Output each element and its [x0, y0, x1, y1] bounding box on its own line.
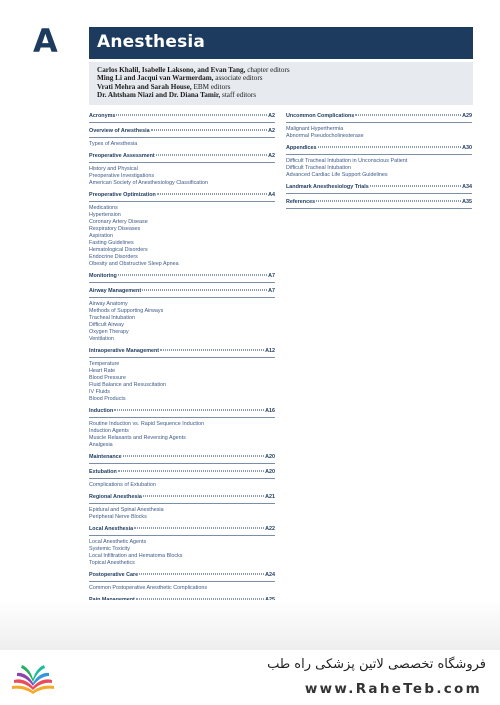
toc-section-title: Postoperative Care	[89, 572, 139, 578]
toc-section-row[interactable]	[89, 494, 275, 501]
toc-subitem: Peripheral Nerve Blocks	[89, 514, 147, 520]
toc-divider	[286, 122, 472, 123]
toc-right-column	[286, 113, 472, 214]
toc-section-row[interactable]	[286, 184, 472, 191]
editor-line	[97, 83, 465, 91]
toc-subitem: Local Infiltration and Hematoma Blocks	[89, 553, 183, 559]
toc-divider	[89, 535, 275, 536]
toc-divider	[89, 297, 275, 298]
toc-subitem: Heart Rate	[89, 368, 116, 374]
toc-subitem: IV Fluids	[89, 389, 110, 395]
chapter-title-bar	[89, 27, 473, 59]
toc-divider	[89, 503, 275, 504]
toc-subitem: Respiratory Diseases	[89, 226, 141, 232]
toc-subitem: Endocrine Disorders	[89, 254, 138, 260]
toc-section	[89, 526, 275, 567]
toc-subitem: Ventilation	[89, 336, 114, 342]
toc-section	[286, 145, 472, 179]
toc-section	[286, 113, 472, 140]
toc-section-row[interactable]	[89, 408, 275, 415]
page-bottom-shadow	[0, 600, 500, 650]
editor-names: Ming Li and Jacqui van Warmerdam,	[97, 74, 214, 83]
toc-section-title: Airway Management	[89, 288, 142, 294]
toc-subitem: Obesity and Obstructive Sleep Apnea	[89, 261, 179, 267]
toc-subitem: Routine Induction vs. Rapid Sequence Induction	[89, 421, 205, 427]
editor-line	[97, 74, 465, 82]
toc-leader-dots	[134, 528, 264, 529]
toc-section-row[interactable]	[89, 348, 275, 355]
toc-left-column	[89, 113, 275, 666]
toc-subitem: Blood Pressure	[89, 375, 126, 381]
toc-section-title: Uncommon Complications	[286, 113, 355, 119]
toc-section-row[interactable]	[89, 526, 275, 533]
toc-subitem: Coronary Artery Disease	[89, 219, 148, 225]
toc-divider	[89, 357, 275, 358]
editor-names: Dr. Ahtsham Niazi and Dr. Diana Tamir,	[97, 91, 221, 100]
toc-section-title: Landmark Anesthesiology Trials	[286, 184, 369, 190]
toc-divider	[89, 137, 275, 138]
toc-subitem: Temperature	[89, 361, 120, 367]
toc-subitem: Analgesia	[89, 442, 113, 448]
toc-subitem: Topical Anesthetics	[89, 560, 135, 566]
toc-section-row[interactable]	[89, 572, 275, 579]
toc-subitem: Tracheal Intubation	[89, 315, 135, 321]
toc-section-row[interactable]	[286, 145, 472, 152]
toc-page-number: A29	[462, 113, 472, 119]
toc-section-title: Preoperative Assessment	[89, 153, 155, 159]
toc-divider	[89, 463, 275, 464]
toc-section-row[interactable]	[89, 469, 275, 476]
toc-leader-dots	[139, 574, 264, 575]
chapter-letter: A	[33, 22, 58, 60]
toc-subitem: Muscle Relaxants and Reversing Agents	[89, 435, 186, 441]
toc-leader-dots	[116, 115, 267, 116]
toc-page-number: A7	[268, 288, 275, 294]
toc-section	[89, 469, 275, 489]
toc-section-row[interactable]	[89, 153, 275, 160]
editor-line	[97, 91, 465, 99]
toc-page-number: A24	[265, 572, 275, 578]
editor-line	[97, 66, 465, 74]
toc-subitem: Malignant Hyperthermia	[286, 126, 344, 132]
toc-subitem: Advanced Cardiac Life Support Guidelines	[286, 172, 388, 178]
toc-divider	[89, 581, 275, 582]
toc-subitem: History and Physical	[89, 166, 138, 172]
toc-section-title: Monitoring	[89, 273, 117, 279]
toc-leader-dots	[123, 456, 264, 457]
toc-subitem: Systemic Toxicity	[89, 546, 130, 552]
toc-divider	[89, 417, 275, 418]
toc-section-title: Induction	[89, 408, 114, 414]
toc-section-row[interactable]	[286, 199, 472, 206]
toc-section-row[interactable]	[89, 113, 275, 120]
toc-subitem: Methods of Supporting Airways	[89, 308, 164, 314]
toc-page-number: A4	[268, 192, 275, 198]
toc-section	[89, 454, 275, 464]
toc-subitem: Fasting Guidelines	[89, 240, 134, 246]
editor-names: Vrati Mehra and Sarah House,	[97, 82, 192, 91]
toc-subitem: Aspiration	[89, 233, 113, 239]
toc-section	[89, 192, 275, 268]
toc-subitem: Medications	[89, 205, 118, 211]
toc-section-row[interactable]	[89, 128, 275, 135]
toc-page-number: A20	[265, 454, 275, 460]
toc-subitem: Hematological Disorders	[89, 247, 148, 253]
toc-divider	[89, 162, 275, 163]
toc-section-row[interactable]	[89, 192, 275, 199]
toc-section	[89, 408, 275, 449]
editors-box	[89, 62, 473, 105]
toc-page-number: A30	[462, 145, 472, 151]
store-url[interactable]: www.RaheTeb.com	[304, 681, 482, 697]
toc-section	[286, 199, 472, 209]
toc-leader-dots	[114, 410, 264, 411]
toc-section-title: Local Anesthesia	[89, 526, 134, 532]
toc-leader-dots	[318, 147, 462, 148]
toc-page-number: A34	[462, 184, 472, 190]
toc-page-number: A7	[268, 273, 275, 279]
toc-section-title: Overview of Anesthesia	[89, 128, 150, 134]
toc-leader-dots	[151, 130, 267, 131]
toc-page-number: A22	[265, 526, 275, 532]
store-name: فروشگاه تخصصی لاتین پزشکی راه طب	[267, 657, 486, 672]
toc-leader-dots	[143, 496, 264, 497]
toc-divider	[286, 208, 472, 209]
toc-leader-dots	[157, 194, 267, 195]
toc-page-number: A20	[265, 469, 275, 475]
toc-section-title: Intraoperative Management	[89, 348, 160, 354]
toc-subitem: Preoperative Investigations	[89, 173, 155, 179]
editor-role: EBM editors	[191, 82, 231, 91]
toc-subitem: Types of Anesthesia	[89, 141, 138, 147]
toc-page-number: A2	[268, 153, 275, 159]
toc-section	[89, 273, 275, 283]
toc-section	[89, 494, 275, 521]
toc-section-title: Appendices	[286, 145, 317, 151]
toc-section	[89, 288, 275, 343]
toc-leader-dots	[156, 155, 267, 156]
toc-page-number: A16	[265, 408, 275, 414]
toc-leader-dots	[118, 471, 264, 472]
toc-divider	[89, 478, 275, 479]
toc-section-row[interactable]	[89, 288, 275, 295]
editor-role: staff editors	[220, 91, 257, 100]
toc-section-title: Preoperative Optimization	[89, 192, 156, 198]
toc-page-number: A21	[265, 494, 275, 500]
toc-subitem: Epidural and Spinal Anesthesia	[89, 507, 164, 513]
toc-section-row[interactable]	[89, 273, 275, 280]
toc-subitem: American Society of Anesthesiology Classification	[89, 180, 208, 186]
toc-section-title: References	[286, 199, 316, 205]
toc-leader-dots	[160, 350, 264, 351]
toc-section-title: Extubation	[89, 469, 117, 475]
toc-subitem: Local Anesthetic Agents	[89, 539, 147, 545]
toc-section	[89, 348, 275, 403]
toc-section	[89, 153, 275, 187]
toc-divider	[286, 193, 472, 194]
toc-subitem: Common Postoperative Anesthetic Complications	[89, 585, 208, 591]
editor-role: associate editors	[213, 74, 263, 83]
toc-subitem: Difficult Airway	[89, 322, 124, 328]
toc-page-number: A35	[462, 199, 472, 205]
toc-divider	[89, 282, 275, 283]
editor-role: chapter editors	[245, 66, 290, 74]
toc-page-number: A2	[268, 113, 275, 119]
toc-divider	[89, 122, 275, 123]
toc-subitem: Difficult Tracheal Intubation in Unconscious Patient	[286, 158, 408, 164]
toc-section	[286, 184, 472, 194]
book-logo-icon	[10, 656, 56, 698]
toc-subitem: Blood Products	[89, 396, 126, 402]
toc-section	[89, 128, 275, 148]
toc-section	[89, 572, 275, 592]
toc-leader-dots	[316, 201, 461, 202]
toc-leader-dots	[118, 275, 267, 276]
toc-subitem: Induction Agents	[89, 428, 129, 434]
toc-section-row[interactable]	[89, 454, 275, 461]
toc-subitem: Hypertension	[89, 212, 121, 218]
toc-leader-dots	[370, 186, 461, 187]
chapter-title: Anesthesia	[97, 32, 206, 52]
toc-subitem: Airway Anatomy	[89, 301, 128, 307]
toc-leader-dots	[355, 115, 461, 116]
toc-section-title: Acronyms	[89, 113, 116, 119]
toc-subitem: Complications of Extubation	[89, 482, 156, 488]
editor-names: Carlos Khalil, Isabelle Laksono, and Evan Tang,	[97, 66, 246, 74]
toc-divider	[286, 154, 472, 155]
toc-leader-dots	[142, 290, 267, 291]
toc-subitem: Fluid Balance and Resuscitation	[89, 382, 167, 388]
toc-divider	[89, 201, 275, 202]
toc-subitem: Oxygen Therapy	[89, 329, 129, 335]
toc-subitem: Abnormal Pseudocholinesterase	[286, 133, 364, 139]
toc-section-title: Regional Anesthesia	[89, 494, 142, 500]
toc-section-title: Maintenance	[89, 454, 122, 460]
toc-page-number: A12	[265, 348, 275, 354]
toc-section	[89, 113, 275, 123]
toc-page-number: A2	[268, 128, 275, 134]
toc-section-row[interactable]	[286, 113, 472, 120]
toc-subitem: Difficult Tracheal Intubation	[286, 165, 351, 171]
